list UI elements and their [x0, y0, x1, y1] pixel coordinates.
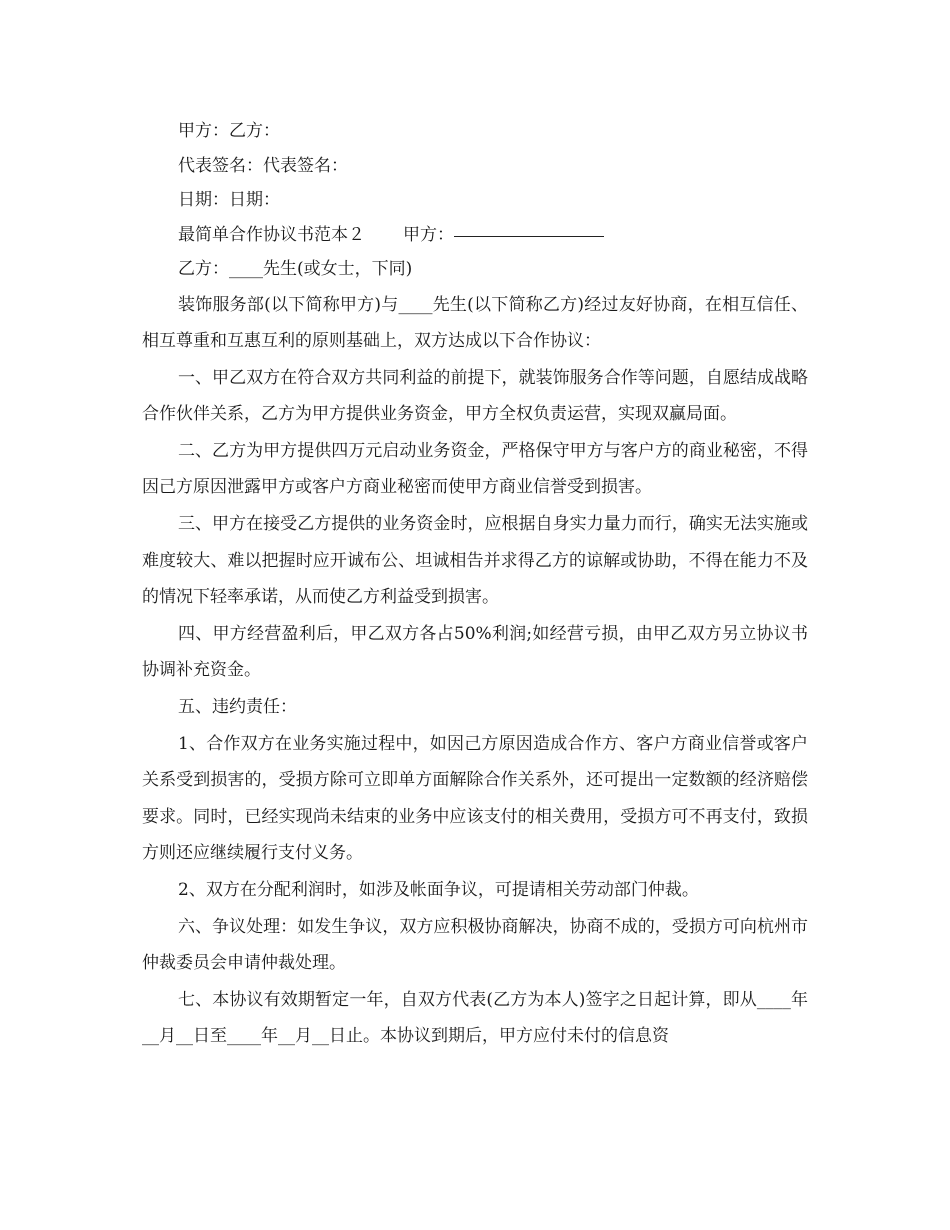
agreement-title: 最简单合作协议书范本２ — [178, 224, 365, 245]
paragraph-clause-6: 六、争议处理：如发生争议，双方应积极协商解决，协商不成的，受损方可向杭州市仲裁委员会申请仲裁处理。 — [142, 916, 808, 974]
paragraph-intro: 装饰服务部(以下简称甲方)与____先生(以下简称乙方)经过友好协商，在相互信任、相互尊重和互惠互利的原则基础上，双方达成以下合作协议： — [142, 294, 808, 352]
paragraph-clause-3: 三、甲方在接受乙方提供的业务资金时，应根据自身实力量力而行，确实无法实施或难度较大、难以把握时应开诚布公、坦诚相告并求得乙方的谅解或协助，不得在能力不及的情况下轻率承诺，从而使乙方利益受到损害。 — [142, 514, 808, 608]
paragraph-clause-4: 四、甲方经营盈利后，甲乙双方各占50%利润;如经营亏损，由甲乙双方另立协议书协调补充资金。 — [142, 623, 808, 681]
party-b-line: 乙方：____先生(或女士，下同) — [178, 259, 413, 279]
signature-representatives-line: 代表签名：代表签名： — [178, 155, 348, 176]
agreement-title-line — [142, 218, 808, 253]
document-body — [142, 114, 808, 1055]
signature-dates-line: 日期：日期： — [178, 190, 280, 210]
paragraph-clause-1: 一、甲乙双方在符合双方共同利益的前提下，就装饰服务合作等问题，自愿结成战略合作伙伴关系，乙方为甲方提供业务资金，甲方全权负责运营，实现双赢局面。 — [142, 367, 808, 425]
paragraph-clause-7: 七、本协议有效期暂定一年，自双方代表(乙方为本人)签字之日起计算，即从____年__月__日至____年__月__日止。本协议到期后，甲方应付未付的信息资 — [142, 989, 808, 1047]
paragraph-clause-5-heading: 五、违约责任： — [178, 697, 297, 718]
signature-parties-line: 甲方：乙方： — [178, 121, 280, 141]
party-a-blank-underline — [454, 235, 604, 237]
paragraph-clause-5-2: 2、双方在分配利润时，如涉及帐面争议，可提请相关劳动部门仲裁。 — [178, 880, 699, 900]
paragraph-clause-5-1: 1、合作双方在业务实施过程中，如因己方原因造成合作方、客户方商业信誉或客户关系受到损害的，受损方除可立即单方面解除合作关系外，还可提出一定数额的经济赔偿要求。同时，已经实现尚未结束的业务中应该支付的相关费用，受损方可不再支付，致损方则还应继续履行支付义务。 — [142, 733, 808, 864]
paragraph-clause-2: 二、乙方为甲方提供四万元启动业务资金，严格保守甲方与客户方的商业秘密，不得因己方原因泄露甲方或客户方商业秘密而使甲方商业信誉受到损害。 — [142, 440, 808, 498]
party-a-label: 甲方： — [403, 224, 454, 245]
